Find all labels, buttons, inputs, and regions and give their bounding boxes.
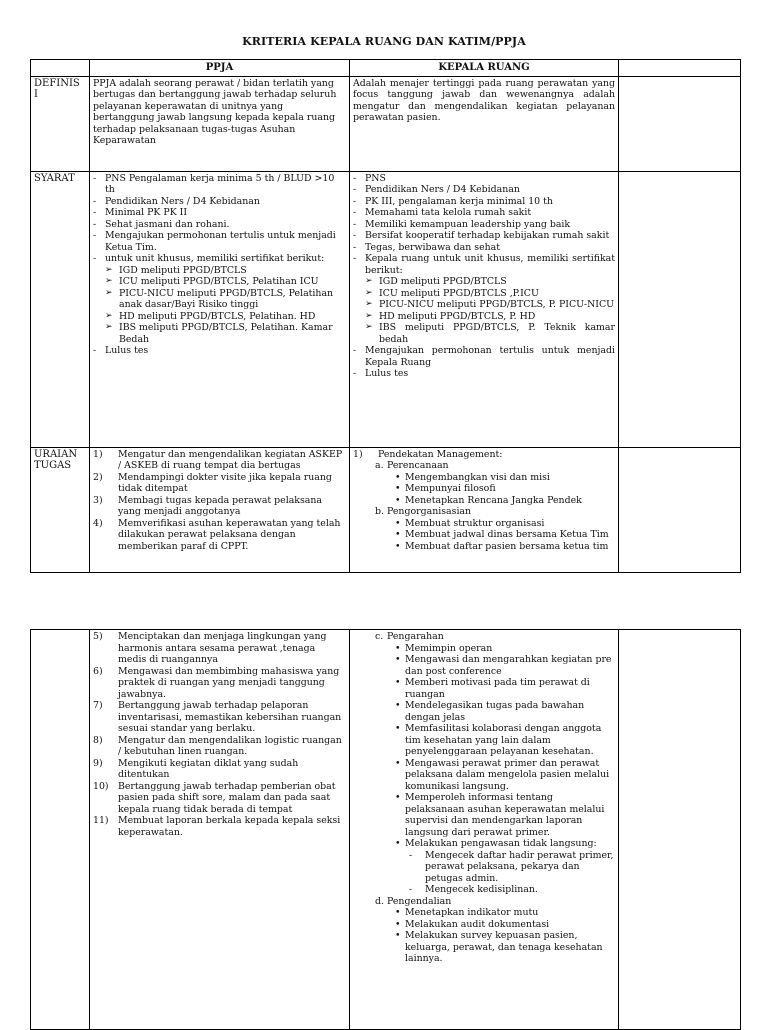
row-uraian-continued [31,630,741,1030]
list-item: ➢ PICU-NICU meliputi PPGD/BTCLS, Pelatihan anak dasar/Bayi Risiko tinggi [93,288,346,311]
header-row [31,60,741,77]
list-item: - Sehat jasmani dan rohani. [93,219,346,231]
list-item: ➢ ICU meliputi PPGD/BTCLS ,P.ICU [353,288,615,300]
continued-label-empty [31,630,90,1030]
list-item: - PK III, pengalaman kerja minimal 10 th [353,196,615,208]
section-heading-pengorganisasian: b. Pengorganisasian [375,506,472,517]
karu-section-c [353,631,615,643]
list-item: - Mengecek kedisiplinan. [353,884,615,896]
list-item: ➢ IBS meliputi PPGD/BTCLS, P. Teknik kamar bedah [353,322,615,345]
karu-c-sublist [353,850,615,896]
list-item: • Menetapkan indikator mutu [353,907,615,919]
continued-extra [619,630,741,1030]
row-definisi [31,76,741,171]
list-item: • Mengembangkan visi dan misi [353,472,615,484]
section-heading-pengendalian: d. Pengendalian [375,895,452,907]
list-item: • Memfasilitasi kolaborasi dengan anggota tim kesehatan yang lain dalam penyelenggaraan pelayanan kesehatan. [353,723,615,758]
syarat-ppja [90,171,350,447]
criteria-table-page2 [30,629,741,1030]
karu-section-a [353,460,615,472]
list-item: - Mengajukan permohonan tertulis untuk menjadi Kepala Ruang [353,345,615,368]
criteria-table-page1 [30,59,741,573]
header-extra [619,60,741,77]
syarat-extra [619,171,741,447]
list-item: • Membuat daftar pasien bersama ketua tim [353,541,615,553]
list-item: - Bersifat kooperatif terhadap kebijakan rumah sakit [353,230,615,242]
list-item: - Kepala ruang untuk unit khusus, memiliki sertifikat berikut: [353,253,615,276]
karu-section-b [353,506,615,518]
list-item: - PNS [353,173,615,185]
list-item: 9) Mengikuti kegiatan diklat yang sudah ditentukan [93,757,299,780]
list-item: ➢ IBS meliputi PPGD/BTCLS, Pelatihan. Kamar Bedah [93,322,346,345]
list-item: • Melakukan pengawasan tidak langsung: [353,838,615,850]
uraian-kepala-ruang-continued [350,630,619,1030]
list-item: ➢ IGD meliputi PPGD/BTCLS [93,265,346,277]
label-definisi: DEFINIS I [31,76,90,171]
list-item: - Memahami tata kelola rumah sakit [353,207,615,219]
ppja-task-list-continued [93,631,346,838]
list-item: 6) Mengawasi dan membimbing mahasiswa yang praktek di ruangan yang menjadi tanggung jawabnya. [93,665,340,700]
karu-management-heading: 1) Pendekatan Management: [353,448,503,460]
list-item: - Mengajukan permohonan tertulis untuk menjadi Ketua Tim. [93,230,346,253]
list-item: 8) Mengatur dan mengendalikan logistic ruangan / kebutuhan linen ruangan. [93,734,342,757]
list-item: - Pendidikan Ners / D4 Kebidanan [93,196,346,208]
ppja-syarat-list [93,173,346,265]
list-item: • Mengawasi dan mengarahkan kegiatan pre dan post conference [353,654,615,677]
karu-syarat-last [353,345,615,380]
list-item: ➢ ICU meliputi PPGD/BTCLS, Pelatihan ICU [93,276,346,288]
definisi-ppja: PPJA adalah seorang perawat / bidan terlatih yang bertugas dan bertanggung jawab terhadap seluruh pelayanan keperawatan di unitnya yang bertanggung jawab langsung kepada kepala ruang terhadap pelaksanaan tugas-tugas Asuhan Keparawatan [90,76,350,171]
syarat-kepala-ruang [350,171,619,447]
label-syarat: SYARAT [31,171,90,447]
uraian-ppja-continued [90,630,350,1030]
list-item: • Melakukan audit dokumentasi [353,919,615,931]
karu-section-d [353,896,615,908]
list-item: ➢ IGD meliputi PPGD/BTCLS [353,276,615,288]
list-item: ➢ HD meliputi PPGD/BTCLS, Pelatihan. HD [93,311,346,323]
list-item: • Memberi motivasi pada tim perawat di ruangan [353,677,615,700]
list-item: • Membuat jadwal dinas bersama Ketua Tim [353,529,615,541]
list-item: 5) Menciptakan dan menjaga lingkungan yang harmonis antara sesama perawat ,tenaga medis di ruangannya [93,631,327,665]
list-item: • Membuat struktur organisasi [353,518,615,530]
list-item: 4) Memverifikasi asuhan keperawatan yang telah dilakukan perawat pelaksana dengan memberikan paraf di CPPT. [93,517,341,552]
list-item: - untuk unit khusus, memiliki sertifikat berikut: [93,253,346,265]
list-item: - Lulus tes [353,368,615,380]
uraian-extra [619,447,741,572]
uraian-ppja [90,447,350,572]
list-item: - Tegas, berwibawa dan sehat [353,242,615,254]
list-item: - Lulus tes [93,345,346,357]
list-item: - Mengecek daftar hadir perawat primer, perawat pelaksana, pekarya dan petugas admin. [353,850,615,885]
list-item: • Mendelegasikan tugas pada bawahan dengan jelas [353,700,615,723]
karu-a-list [353,472,615,507]
list-item: - Minimal PK PK II [93,207,346,219]
list-item: • Memperoleh informasi tentang pelaksanaan asuhan keperawatan melalui supervisi dan mendengarkan laporan langsung dari perawat primer. [353,792,615,838]
list-item: • Menetapkan Rencana Jangka Pendek [353,495,615,507]
list-item: - PNS Pengalaman kerja minima 5 th / BLUD >10 th [93,173,346,196]
header-ppja: PPJA [90,60,350,77]
row-syarat [31,171,741,447]
ppja-cert-list [93,265,346,346]
list-item: ➢ PICU-NICU meliputi PPGD/BTCLS, P. PICU-NICU [353,299,615,311]
list-item: 10) Bertanggung jawab terhadap pemberian obat pasien pada shift sore, malam dan pada saat kepala ruang tidak berada di tempat [93,780,336,815]
definisi-extra [619,76,741,171]
karu-c-list [353,643,615,850]
document-title: KRITERIA KEPALA RUANG DAN KATIM/PPJA [242,35,526,48]
list-item: • Mempunyai filosofi [353,483,615,495]
karu-b-list [353,518,615,553]
section-heading-perencanaan: a. Perencanaan [375,460,449,471]
uraian-kepala-ruang [350,447,619,572]
karu-d-list [353,907,615,965]
karu-syarat-list [353,173,615,277]
row-uraian-tugas [31,447,741,572]
list-item: 3) Membagi tugas kepada perawat pelaksana yang menjadi anggotanya [93,494,323,517]
list-item: - Pendidikan Ners / D4 Kebidanan [353,184,615,196]
list-item: 2) Mendampingi dokter visite jika kepala ruang tidak ditempat [93,471,332,494]
header-kepala-ruang: KEPALA RUANG [350,60,619,77]
list-item: ➢ HD meliputi PPGD/BTCLS, P. HD [353,311,615,323]
header-empty [31,60,90,77]
list-item: • Memimpin operan [353,643,615,655]
label-uraian-tugas: URAIAN TUGAS [31,447,90,572]
list-item: • Mengawasi perawat primer dan perawat pelaksana dalam mengelola pasien melalui komunikasi langsung. [353,758,615,793]
definisi-kepala-ruang: Adalah menajer tertinggi pada ruang perawatan yang focus tanggung jawab dan wewenangnya adalah mengatur dan mengendalikan kegiatan pelayanan perawatan pasien. [350,76,619,171]
list-item: - Memiliki kemampuan leadership yang baik [353,219,615,231]
list-item: • Melakukan survey kepuasan pasien, keluarga, perawat, dan tenaga kesehatan lainnya. [353,930,615,965]
section-heading-pengarahan: c. Pengarahan [375,631,444,642]
list-item: 1) Mengatur dan mengendalikan kegiatan ASKEP / ASKEB di ruang tempat dia bertugas [93,448,343,471]
list-item: 7) Bertanggung jawab terhadap pelaporan inventarisasi, memastikan kebersihan ruangan sesuai standar yang berlaku. [93,700,342,734]
list-item: 11) Membuat laporan berkala kepada kepala seksi keperawatan. [93,815,341,838]
ppja-task-list [93,449,346,553]
karu-cert-list [353,276,615,345]
ppja-syarat-last [93,345,346,357]
